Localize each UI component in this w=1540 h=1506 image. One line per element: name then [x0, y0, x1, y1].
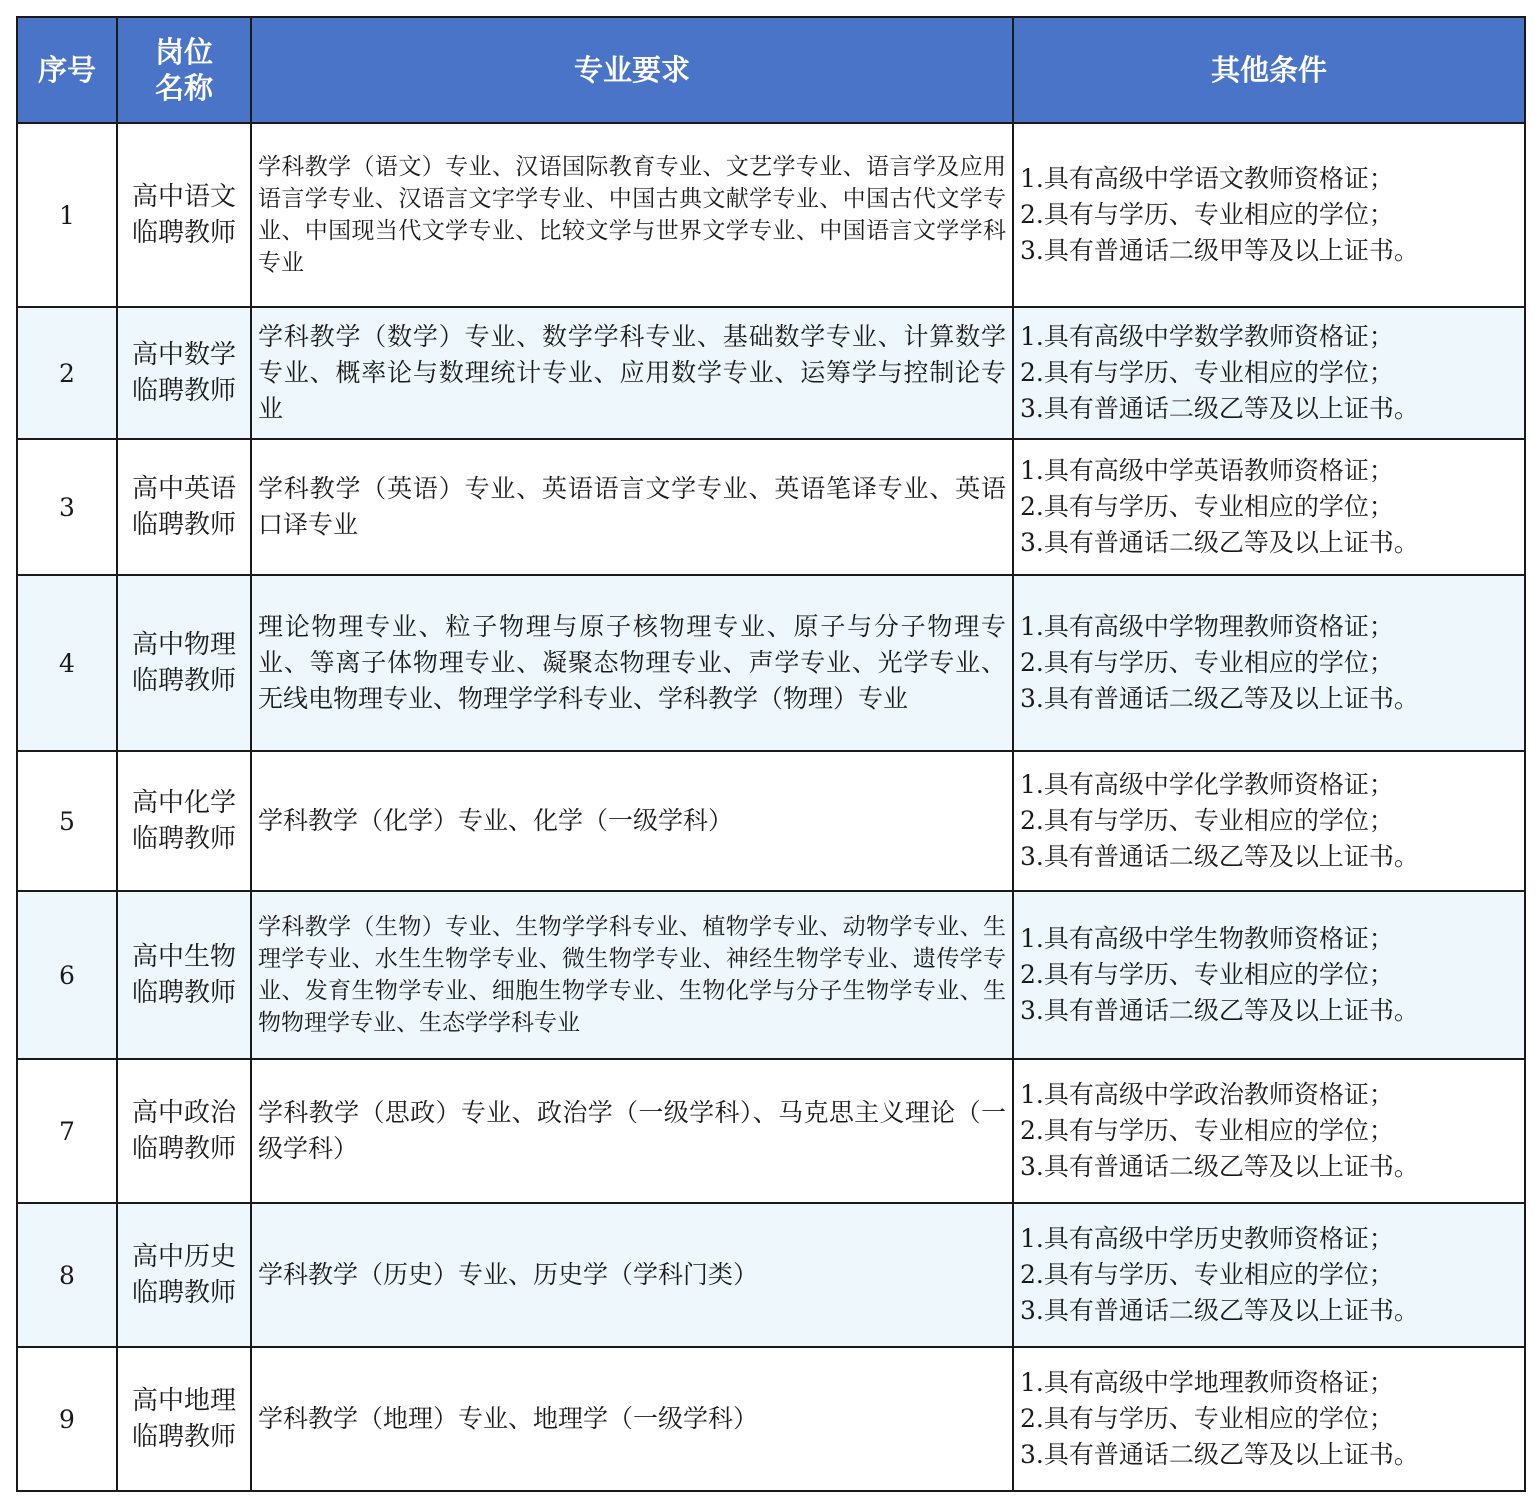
position-name	[117, 307, 251, 439]
major-requirement: 学科教学（地理）专业、地理学（一级学科）	[251, 1347, 1013, 1491]
position-name-line1: 高中历史	[131, 1242, 236, 1272]
condition-item: 3.具有普通话二级乙等及以上证书。	[1020, 394, 1419, 423]
table-row	[17, 751, 1525, 891]
condition-item: 2.具有与学历、专业相应的学位；	[1020, 1404, 1394, 1433]
condition-item: 3.具有普通话二级乙等及以上证书。	[1020, 528, 1419, 557]
position-name-line2: 临聘教师	[131, 1134, 236, 1164]
table-row	[17, 1059, 1525, 1203]
row-number: 4	[17, 575, 117, 751]
position-name-line2: 临聘教师	[131, 666, 236, 696]
header-position-line1: 岗位	[154, 35, 213, 69]
header-position	[117, 17, 251, 123]
major-requirement: 学科教学（生物）专业、生物学学科专业、植物学专业、动物学专业、生理学专业、水生生物学专业、微生物学专业、神经生物学专业、遗传学专业、发育生物学专业、细胞生物学专业、生物化学与分子生物学专业、生物物理学专业、生态学学科专业	[251, 891, 1013, 1059]
position-name	[117, 575, 251, 751]
other-conditions	[1013, 575, 1525, 751]
condition-item: 2.具有与学历、专业相应的学位；	[1020, 200, 1394, 229]
major-requirement: 理论物理专业、粒子物理与原子核物理专业、原子与分子物理专业、等离子体物理专业、凝聚态物理专业、声学专业、光学专业、无线电物理专业、物理学学科专业、学科教学（物理）专业	[251, 575, 1013, 751]
position-name-line1: 高中语文	[131, 182, 236, 212]
major-requirement: 学科教学（历史）专业、历史学（学科门类）	[251, 1203, 1013, 1347]
table-row	[17, 891, 1525, 1059]
position-name-line2: 临聘教师	[131, 218, 236, 248]
major-requirement: 学科教学（思政）专业、政治学（一级学科）、马克思主义理论（一级学科）	[251, 1059, 1013, 1203]
row-number: 9	[17, 1347, 117, 1491]
position-name-line2: 临聘教师	[131, 978, 236, 1008]
row-number: 6	[17, 891, 117, 1059]
position-name	[117, 891, 251, 1059]
header-position-line2: 名称	[154, 71, 213, 105]
condition-item: 3.具有普通话二级乙等及以上证书。	[1020, 1152, 1419, 1181]
condition-item: 3.具有普通话二级乙等及以上证书。	[1020, 842, 1419, 871]
condition-item: 2.具有与学历、专业相应的学位；	[1020, 960, 1394, 989]
position-name-line1: 高中化学	[131, 788, 236, 818]
other-conditions	[1013, 1203, 1525, 1347]
position-name	[117, 439, 251, 575]
condition-item: 2.具有与学历、专业相应的学位；	[1020, 1116, 1394, 1145]
major-requirement: 学科教学（数学）专业、数学学科专业、基础数学专业、计算数学专业、概率论与数理统计专业、应用数学专业、运筹学与控制论专业	[251, 307, 1013, 439]
row-number: 8	[17, 1203, 117, 1347]
condition-item: 3.具有普通话二级乙等及以上证书。	[1020, 1440, 1419, 1469]
other-conditions	[1013, 1347, 1525, 1491]
position-name	[117, 1203, 251, 1347]
condition-item: 2.具有与学历、专业相应的学位；	[1020, 358, 1394, 387]
condition-item: 2.具有与学历、专业相应的学位；	[1020, 492, 1394, 521]
other-conditions	[1013, 751, 1525, 891]
position-name-line1: 高中地理	[131, 1386, 236, 1416]
header-no: 序号	[17, 17, 117, 123]
condition-item: 1.具有高级中学化学教师资格证；	[1020, 770, 1394, 799]
major-requirement: 学科教学（化学）专业、化学（一级学科）	[251, 751, 1013, 891]
position-name	[117, 751, 251, 891]
position-name-line2: 临聘教师	[131, 824, 236, 854]
condition-item: 1.具有高级中学数学教师资格证；	[1020, 322, 1394, 351]
condition-item: 3.具有普通话二级甲等及以上证书。	[1020, 236, 1419, 265]
table-row	[17, 307, 1525, 439]
recruitment-table	[16, 16, 1526, 1492]
position-name-line1: 高中政治	[131, 1098, 236, 1128]
position-name-line2: 临聘教师	[131, 1278, 236, 1308]
row-number: 1	[17, 123, 117, 307]
position-name-line2: 临聘教师	[131, 1422, 236, 1452]
other-conditions	[1013, 891, 1525, 1059]
condition-item: 1.具有高级中学英语教师资格证；	[1020, 456, 1394, 485]
header-major: 专业要求	[251, 17, 1013, 123]
major-requirement: 学科教学（语文）专业、汉语国际教育专业、文艺学专业、语言学及应用语言学专业、汉语言文字学专业、中国古典文献学专业、中国古代文学专业、中国现当代文学专业、比较文学与世界文学专业、中国语言文学学科专业	[251, 123, 1013, 307]
condition-item: 1.具有高级中学历史教师资格证；	[1020, 1224, 1394, 1253]
table-row	[17, 439, 1525, 575]
row-number: 2	[17, 307, 117, 439]
position-name	[117, 1347, 251, 1491]
position-name-line1: 高中物理	[131, 630, 236, 660]
condition-item: 1.具有高级中学语文教师资格证；	[1020, 164, 1394, 193]
position-name-line2: 临聘教师	[131, 376, 236, 406]
position-name-line1: 高中英语	[131, 474, 236, 504]
condition-item: 3.具有普通话二级乙等及以上证书。	[1020, 1296, 1419, 1325]
other-conditions	[1013, 1059, 1525, 1203]
condition-item: 1.具有高级中学地理教师资格证；	[1020, 1368, 1394, 1397]
other-conditions	[1013, 439, 1525, 575]
condition-item: 3.具有普通话二级乙等及以上证书。	[1020, 996, 1419, 1025]
table-row	[17, 123, 1525, 307]
position-name	[117, 123, 251, 307]
row-number: 7	[17, 1059, 117, 1203]
major-requirement: 学科教学（英语）专业、英语语言文学专业、英语笔译专业、英语口译专业	[251, 439, 1013, 575]
position-name-line1: 高中生物	[131, 942, 236, 972]
position-name-line1: 高中数学	[131, 340, 236, 370]
table-row	[17, 1347, 1525, 1491]
position-name	[117, 1059, 251, 1203]
condition-item: 2.具有与学历、专业相应的学位；	[1020, 648, 1394, 677]
row-number: 5	[17, 751, 117, 891]
header-other: 其他条件	[1013, 17, 1525, 123]
condition-item: 2.具有与学历、专业相应的学位；	[1020, 806, 1394, 835]
table-row	[17, 575, 1525, 751]
other-conditions	[1013, 123, 1525, 307]
condition-item: 1.具有高级中学政治教师资格证；	[1020, 1080, 1394, 1109]
condition-item: 2.具有与学历、专业相应的学位；	[1020, 1260, 1394, 1289]
condition-item: 1.具有高级中学物理教师资格证；	[1020, 612, 1394, 641]
condition-item: 3.具有普通话二级乙等及以上证书。	[1020, 684, 1419, 713]
position-name-line2: 临聘教师	[131, 510, 236, 540]
header-row	[17, 17, 1525, 123]
condition-item: 1.具有高级中学生物教师资格证；	[1020, 924, 1394, 953]
other-conditions	[1013, 307, 1525, 439]
table-row	[17, 1203, 1525, 1347]
table-container	[16, 16, 1526, 1492]
row-number: 3	[17, 439, 117, 575]
